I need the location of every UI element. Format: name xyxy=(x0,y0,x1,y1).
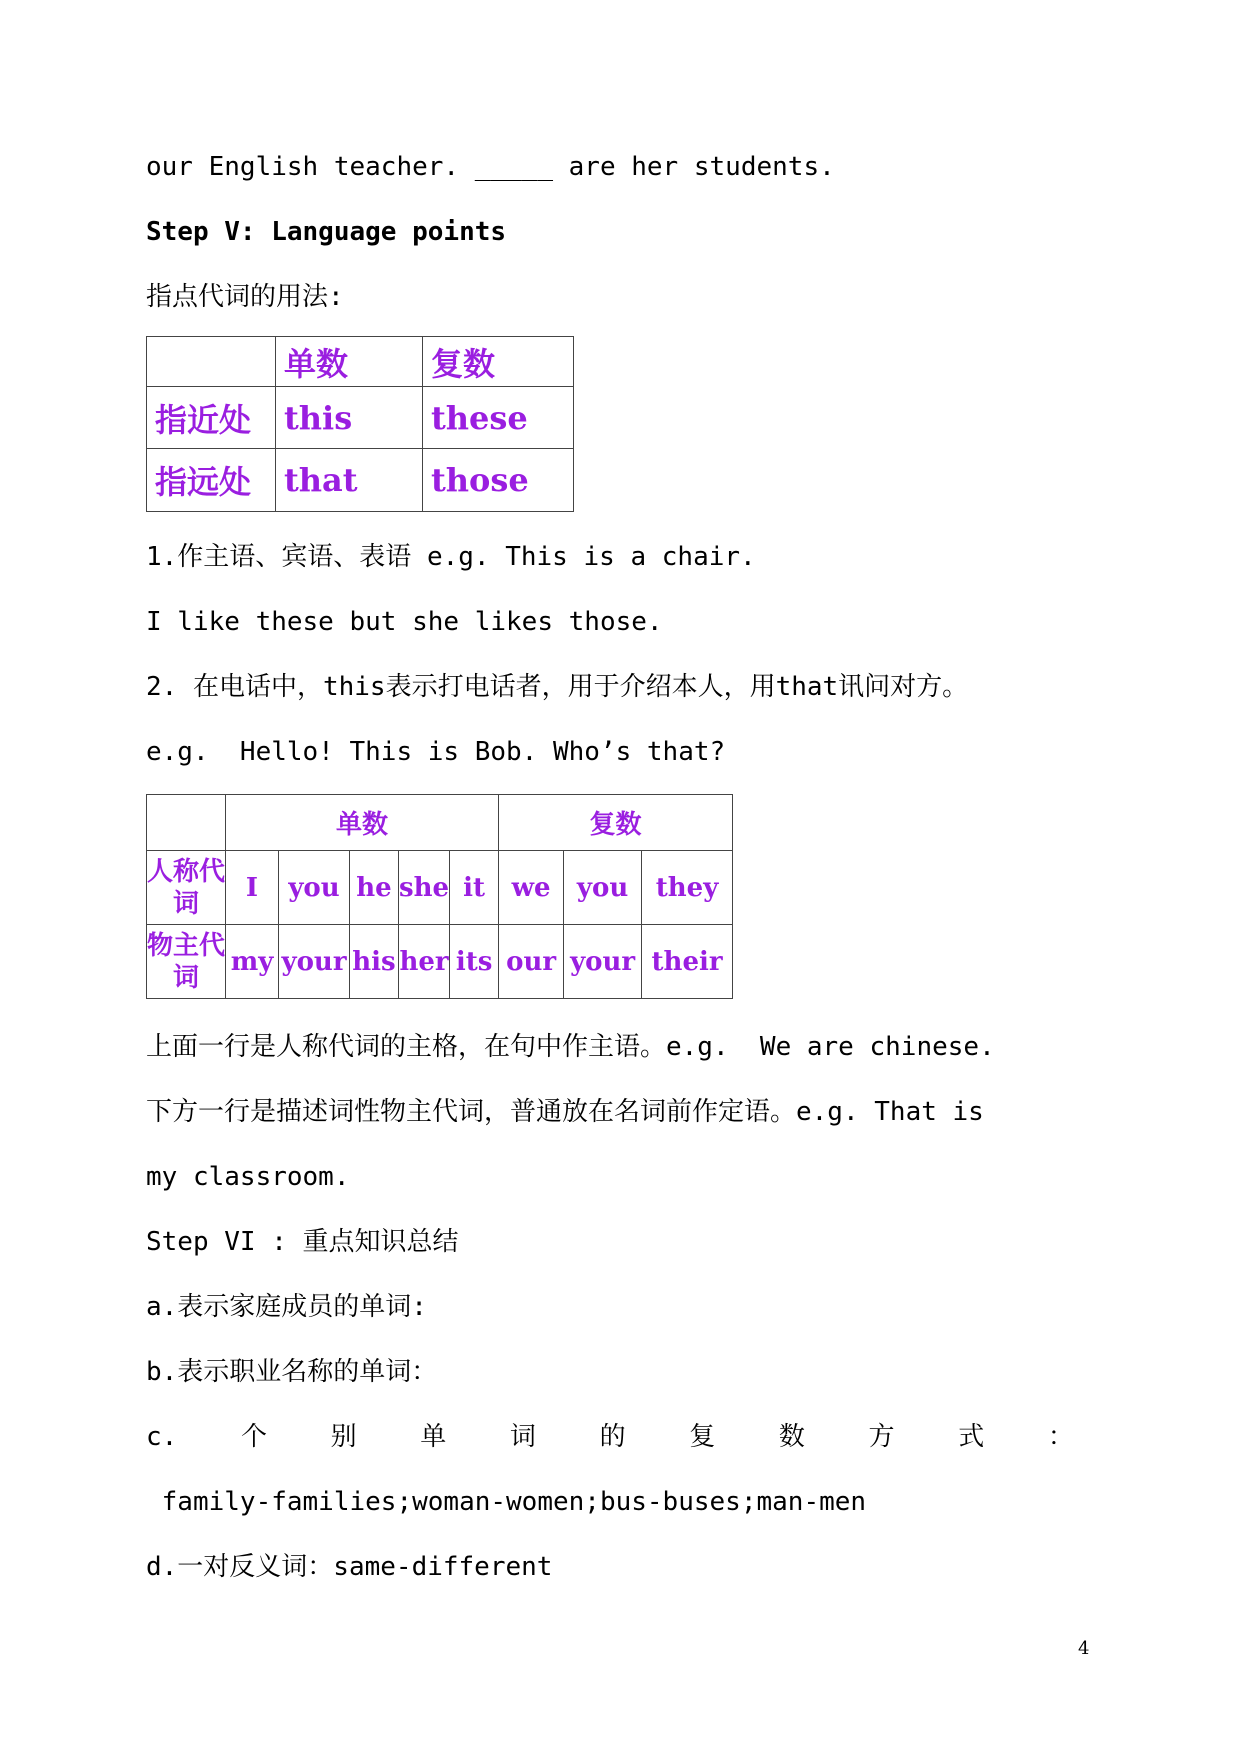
page-number: 4 xyxy=(1078,1638,1090,1659)
table-cell: your xyxy=(279,925,350,999)
text-line: 上面一行是人称代词的主格，在句中作主语。e.g. We are chinese. xyxy=(146,1032,995,1062)
text-char: 别 xyxy=(330,1422,357,1452)
text-line: e.g. Hello! This is Bob. Who’s that? xyxy=(146,737,726,767)
table-cell: that xyxy=(276,449,423,512)
text-char: c. xyxy=(146,1422,178,1452)
text-line: 下方一行是描述词性物主代词，普通放在名词前作定语。e.g. That is xyxy=(146,1097,984,1127)
section-heading: Step V: Language points xyxy=(146,217,507,247)
table-cell: this xyxy=(276,387,423,449)
text-char: 方 xyxy=(868,1422,895,1452)
table-cell: 单数 xyxy=(226,795,499,851)
table-cell: her xyxy=(399,925,450,999)
table-cell: I xyxy=(226,851,279,925)
table-cell: 人称代词 xyxy=(147,851,226,925)
table-cell: 单数 xyxy=(276,337,423,387)
table-cell: you xyxy=(279,851,350,925)
table-cell: 指远处 xyxy=(147,449,276,512)
table-cell: she xyxy=(399,851,450,925)
text-line: 指点代词的用法: xyxy=(146,282,344,312)
pronoun-table xyxy=(146,794,733,999)
text-char: 的 xyxy=(599,1422,626,1452)
table-cell: my xyxy=(226,925,279,999)
text-char: 数 xyxy=(778,1422,805,1452)
table-cell: we xyxy=(499,851,564,925)
text-line: 2. 在电话中，this表示打电话者，用于介绍本人，用that讯问对方。 xyxy=(146,672,969,702)
text-char: 单 xyxy=(420,1422,447,1452)
table-cell: you xyxy=(564,851,642,925)
table-cell: 指近处 xyxy=(147,387,276,449)
table-cell: he xyxy=(350,851,399,925)
table-cell: their xyxy=(642,925,733,999)
table-cell: they xyxy=(642,851,733,925)
text-line: a.表示家庭成员的单词: xyxy=(146,1292,427,1322)
table-cell: his xyxy=(350,925,399,999)
table-cell: those xyxy=(423,449,574,512)
text-line: my classroom. xyxy=(146,1162,350,1192)
table-cell xyxy=(147,795,226,851)
table-cell: 复数 xyxy=(499,795,733,851)
text-char: 词 xyxy=(509,1422,536,1452)
text-char: 式 xyxy=(958,1422,985,1452)
text-line: b.表示职业名称的单词： xyxy=(146,1357,438,1387)
table-cell: our xyxy=(499,925,564,999)
table-cell: your xyxy=(564,925,642,999)
table-cell xyxy=(147,337,276,387)
table-cell: 物主代词 xyxy=(147,925,226,999)
text-char: 个 xyxy=(240,1422,267,1452)
text-line: I like these but she likes those. xyxy=(146,607,663,637)
text-line: 1.作主语、宾语、表语 e.g. This is a chair. xyxy=(146,542,756,572)
text-line: our English teacher. _____ are her students. xyxy=(146,152,835,182)
text-line: d.一对反义词：same-different xyxy=(146,1552,553,1582)
demonstrative-table xyxy=(146,336,574,512)
table-cell: it xyxy=(450,851,499,925)
table-cell: 复数 xyxy=(423,337,574,387)
text-line: family-families;woman-women;bus-buses;man-men xyxy=(146,1487,867,1517)
text-char: ： xyxy=(1047,1422,1074,1452)
justified-line xyxy=(146,1420,1074,1454)
table-cell: these xyxy=(423,387,574,449)
section-heading: Step VI : 重点知识总结 xyxy=(146,1227,459,1257)
table-cell: its xyxy=(450,925,499,999)
text-char: 复 xyxy=(689,1422,716,1452)
